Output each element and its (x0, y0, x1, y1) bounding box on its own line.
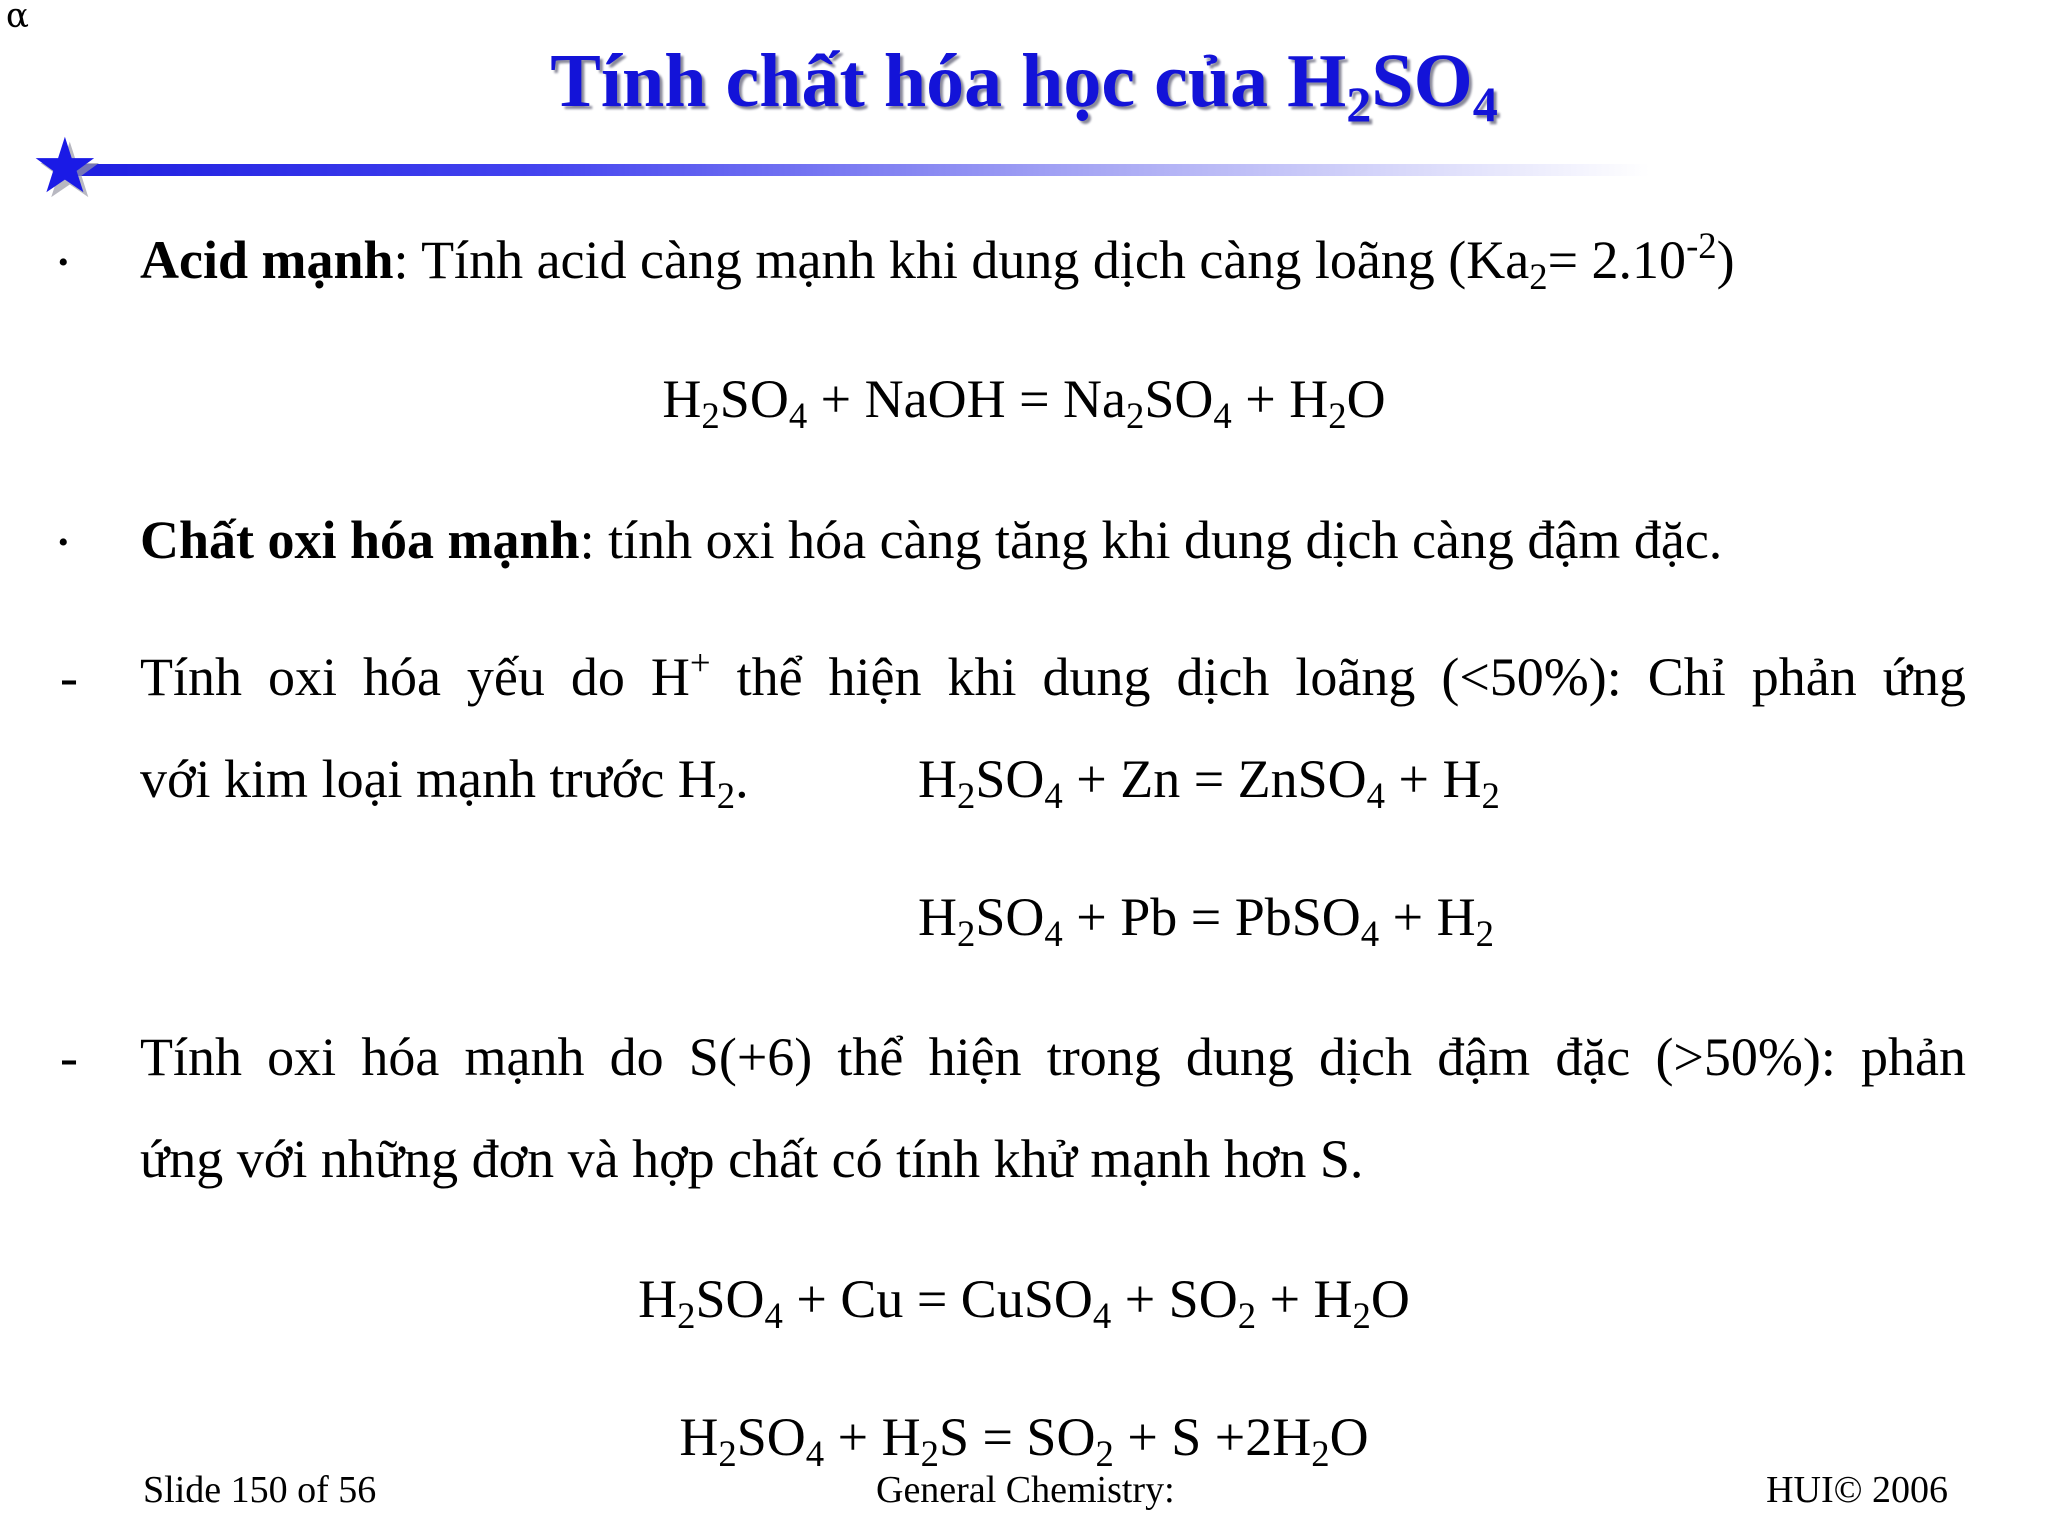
equation-zn: $H_2SO_4 + Zn$ = ZnSO$_4$ + $H_2$ (918, 749, 1500, 817)
slide-title: Tính chất hóa học của $H_2SO_4$ (550, 39, 1498, 133)
footer-course-name: General Chemistry: (876, 1469, 1175, 1511)
dash-marker: - (60, 1027, 78, 1087)
footer-slide-number: Slide 150 of 56 (143, 1469, 377, 1511)
star-icon (22, 125, 100, 203)
footer-copyright: HUI© 2006 (1766, 1469, 1948, 1511)
equation-h2s: $H_2SO_4 + H_2S = SO_2 + S +2H_2O$ (679, 1407, 1369, 1475)
dash-marker: - (60, 647, 78, 707)
corner-alpha-mark: α (6, 0, 29, 36)
item-strong-oxidation-line1: Tính oxi hóa mạnh do S(+6) thể hiện trong dung dịch đậm đặc (>50%): phản (140, 1027, 1966, 1087)
bullet-marker: • (58, 526, 69, 559)
bullet-marker: • (58, 246, 69, 279)
title-underline-rule (70, 164, 1650, 176)
item-strong-oxidizer: Chất oxi hóa mạnh: tính oxi hóa càng tăng khi dung dịch càng đậm đặc. (140, 510, 1723, 570)
item-weak-oxidation-line2: với kim loại mạnh trước $H_2$. (140, 749, 749, 817)
item-strong-oxidation-line2: ứng với những đơn và hợp chất có tính khử mạnh hơn S. (140, 1129, 1364, 1189)
equation-pb: $H_2SO_4 + Pb$ = PbSO$_4$ + $H_2$ (918, 887, 1494, 955)
equation-naoh: $H_2SO_4$ + NaOH = $Na_2SO_4 + H_2O$ (662, 369, 1386, 437)
equation-cu: $H_2SO_4 + Cu$ = CuSO$_4$ + $SO_2 + H_2O$ (638, 1269, 1410, 1337)
item-weak-oxidation-line1: Tính oxi hóa yếu do H+ thể hiện khi dung dịch loãng (<50%): Chỉ phản ứng (140, 641, 1966, 707)
item-acid-strong: Acid mạnh: Tính acid càng mạnh khi dung dịch càng loãng $(Ka_2= 2.10^{-2})$ (140, 224, 1735, 298)
